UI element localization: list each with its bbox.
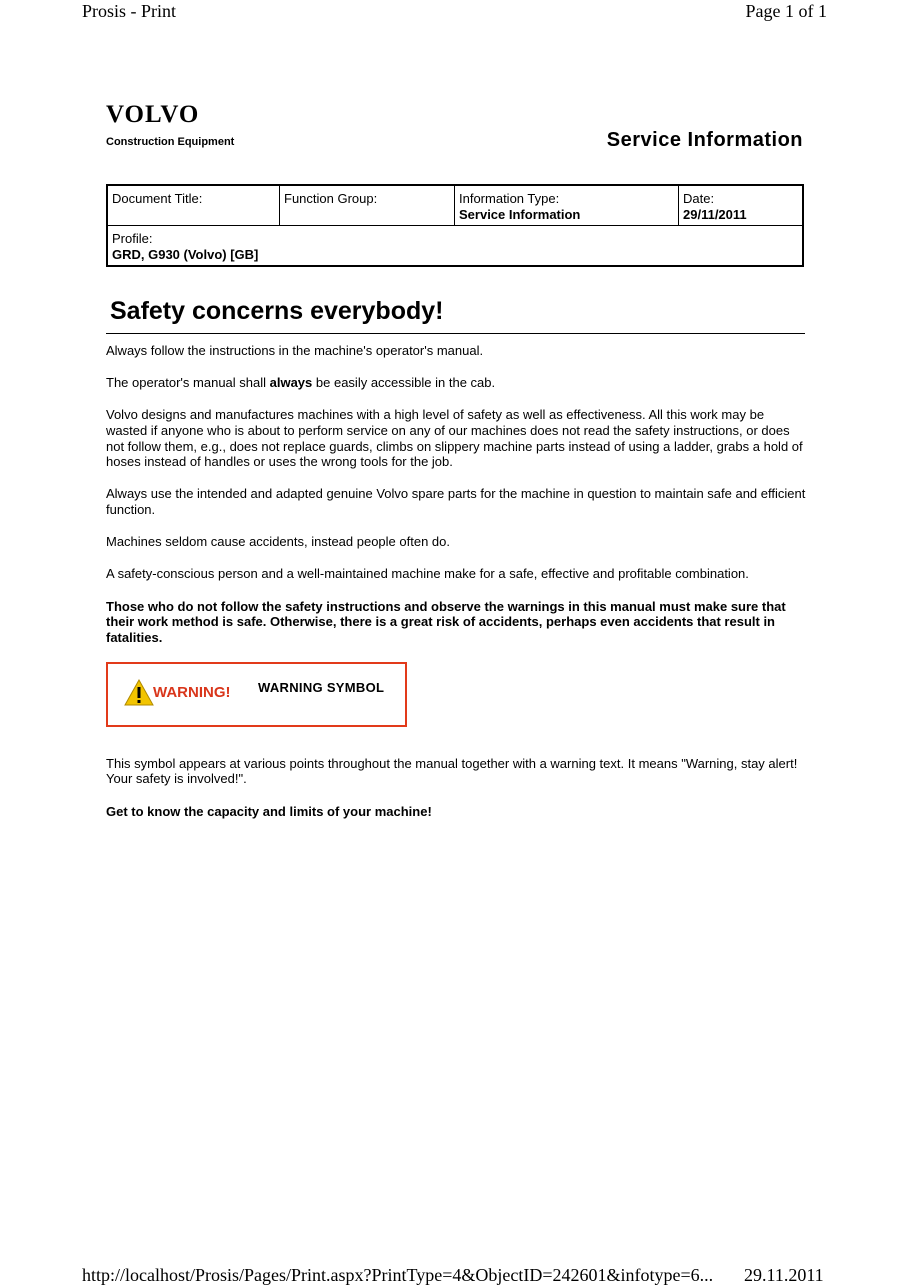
information-type-cell	[454, 186, 678, 225]
service-title: Service Information	[606, 129, 803, 151]
function-group-label: Function Group:	[284, 191, 378, 206]
print-header-page: Page 1 of 1	[745, 1, 827, 21]
logo-subtitle: Construction Equipment	[106, 136, 235, 148]
profile-value: GRD, G930 (Volvo) [GB]	[112, 247, 259, 262]
paragraph-volvo-design: Volvo designs and manufactures machines with a high level of safety as well as effectiveness. All this work may be wasted if anyone who is about to perform service on any of our machines does not read the safety instructions, or does not follow them, e.g., does not replace guards, climbs on slippery machine parts instead of using a ladder, grabs a hold of hoses instead of handles or uses the wrong tools for the job.	[106, 407, 803, 470]
document-body	[106, 343, 806, 836]
paragraph-operator-manual: Always follow the instructions in the machine's operator's manual.	[106, 343, 484, 358]
paragraph-symbol-meaning: This symbol appears at various points throughout the manual together with a warning text. It means "Warning, stay alert! Your safety is involved!".	[106, 755, 798, 787]
paragraph-manual-access-after: be easily accessible in the cab.	[312, 375, 496, 391]
paragraph-accidents: Machines seldom cause accidents, instead people often do.	[106, 534, 450, 550]
print-footer-date: 29.11.2011	[744, 1265, 824, 1285]
information-type-label: Information Type:	[459, 191, 560, 206]
profile-cell	[108, 226, 802, 265]
paragraph-manual-access	[106, 375, 806, 391]
info-row-profile	[108, 225, 802, 265]
paragraph-manual-access-emphasis: always	[269, 375, 313, 391]
logo-wordmark: VOLVO	[106, 101, 200, 128]
document-info-table	[106, 184, 804, 267]
document-title-cell	[108, 186, 279, 225]
page-title: Safety concerns everybody!	[110, 297, 444, 325]
print-header-title: Prosis - Print	[82, 1, 177, 21]
heading-divider	[106, 333, 805, 334]
warning-symbol-text: WARNING SYMBOL	[258, 679, 385, 695]
warning-symbol-box	[106, 662, 407, 727]
paragraph-know-capacity: Get to know the capacity and limits of your machine!	[106, 803, 432, 819]
paragraph-manual-access-before: The operator's manual shall	[106, 375, 270, 391]
profile-label: Profile:	[112, 231, 153, 246]
info-row-top	[108, 186, 802, 225]
paragraph-safety-warning: Those who do not follow the safety instructions and observe the warnings in this manual must make sure that their work method is safe. Otherwise, there is a great risk of accidents, perhaps even accidents that result in fatalities.	[106, 598, 786, 645]
date-cell	[678, 186, 802, 225]
date-value: 29/11/2011	[683, 207, 747, 222]
paragraph-safe-combination: A safety-conscious person and a well-maintained machine make for a safe, effective and profitable combination.	[106, 566, 749, 582]
volvo-logo	[106, 102, 234, 148]
date-label: Date:	[683, 191, 715, 206]
function-group-cell	[279, 186, 454, 225]
paragraph-genuine-parts: Always use the intended and adapted genuine Volvo spare parts for the machine in question to maintain safe and efficient function.	[106, 486, 806, 517]
warning-label: WARNING!	[153, 683, 231, 701]
print-footer-url: http://localhost/Prosis/Pages/Print.aspx?PrintType=4&ObjectID=242601&infotype=6...	[82, 1265, 714, 1285]
document-title-label: Document Title:	[112, 191, 203, 206]
warning-triangle-icon	[124, 679, 154, 706]
information-type-value: Service Information	[459, 207, 581, 222]
